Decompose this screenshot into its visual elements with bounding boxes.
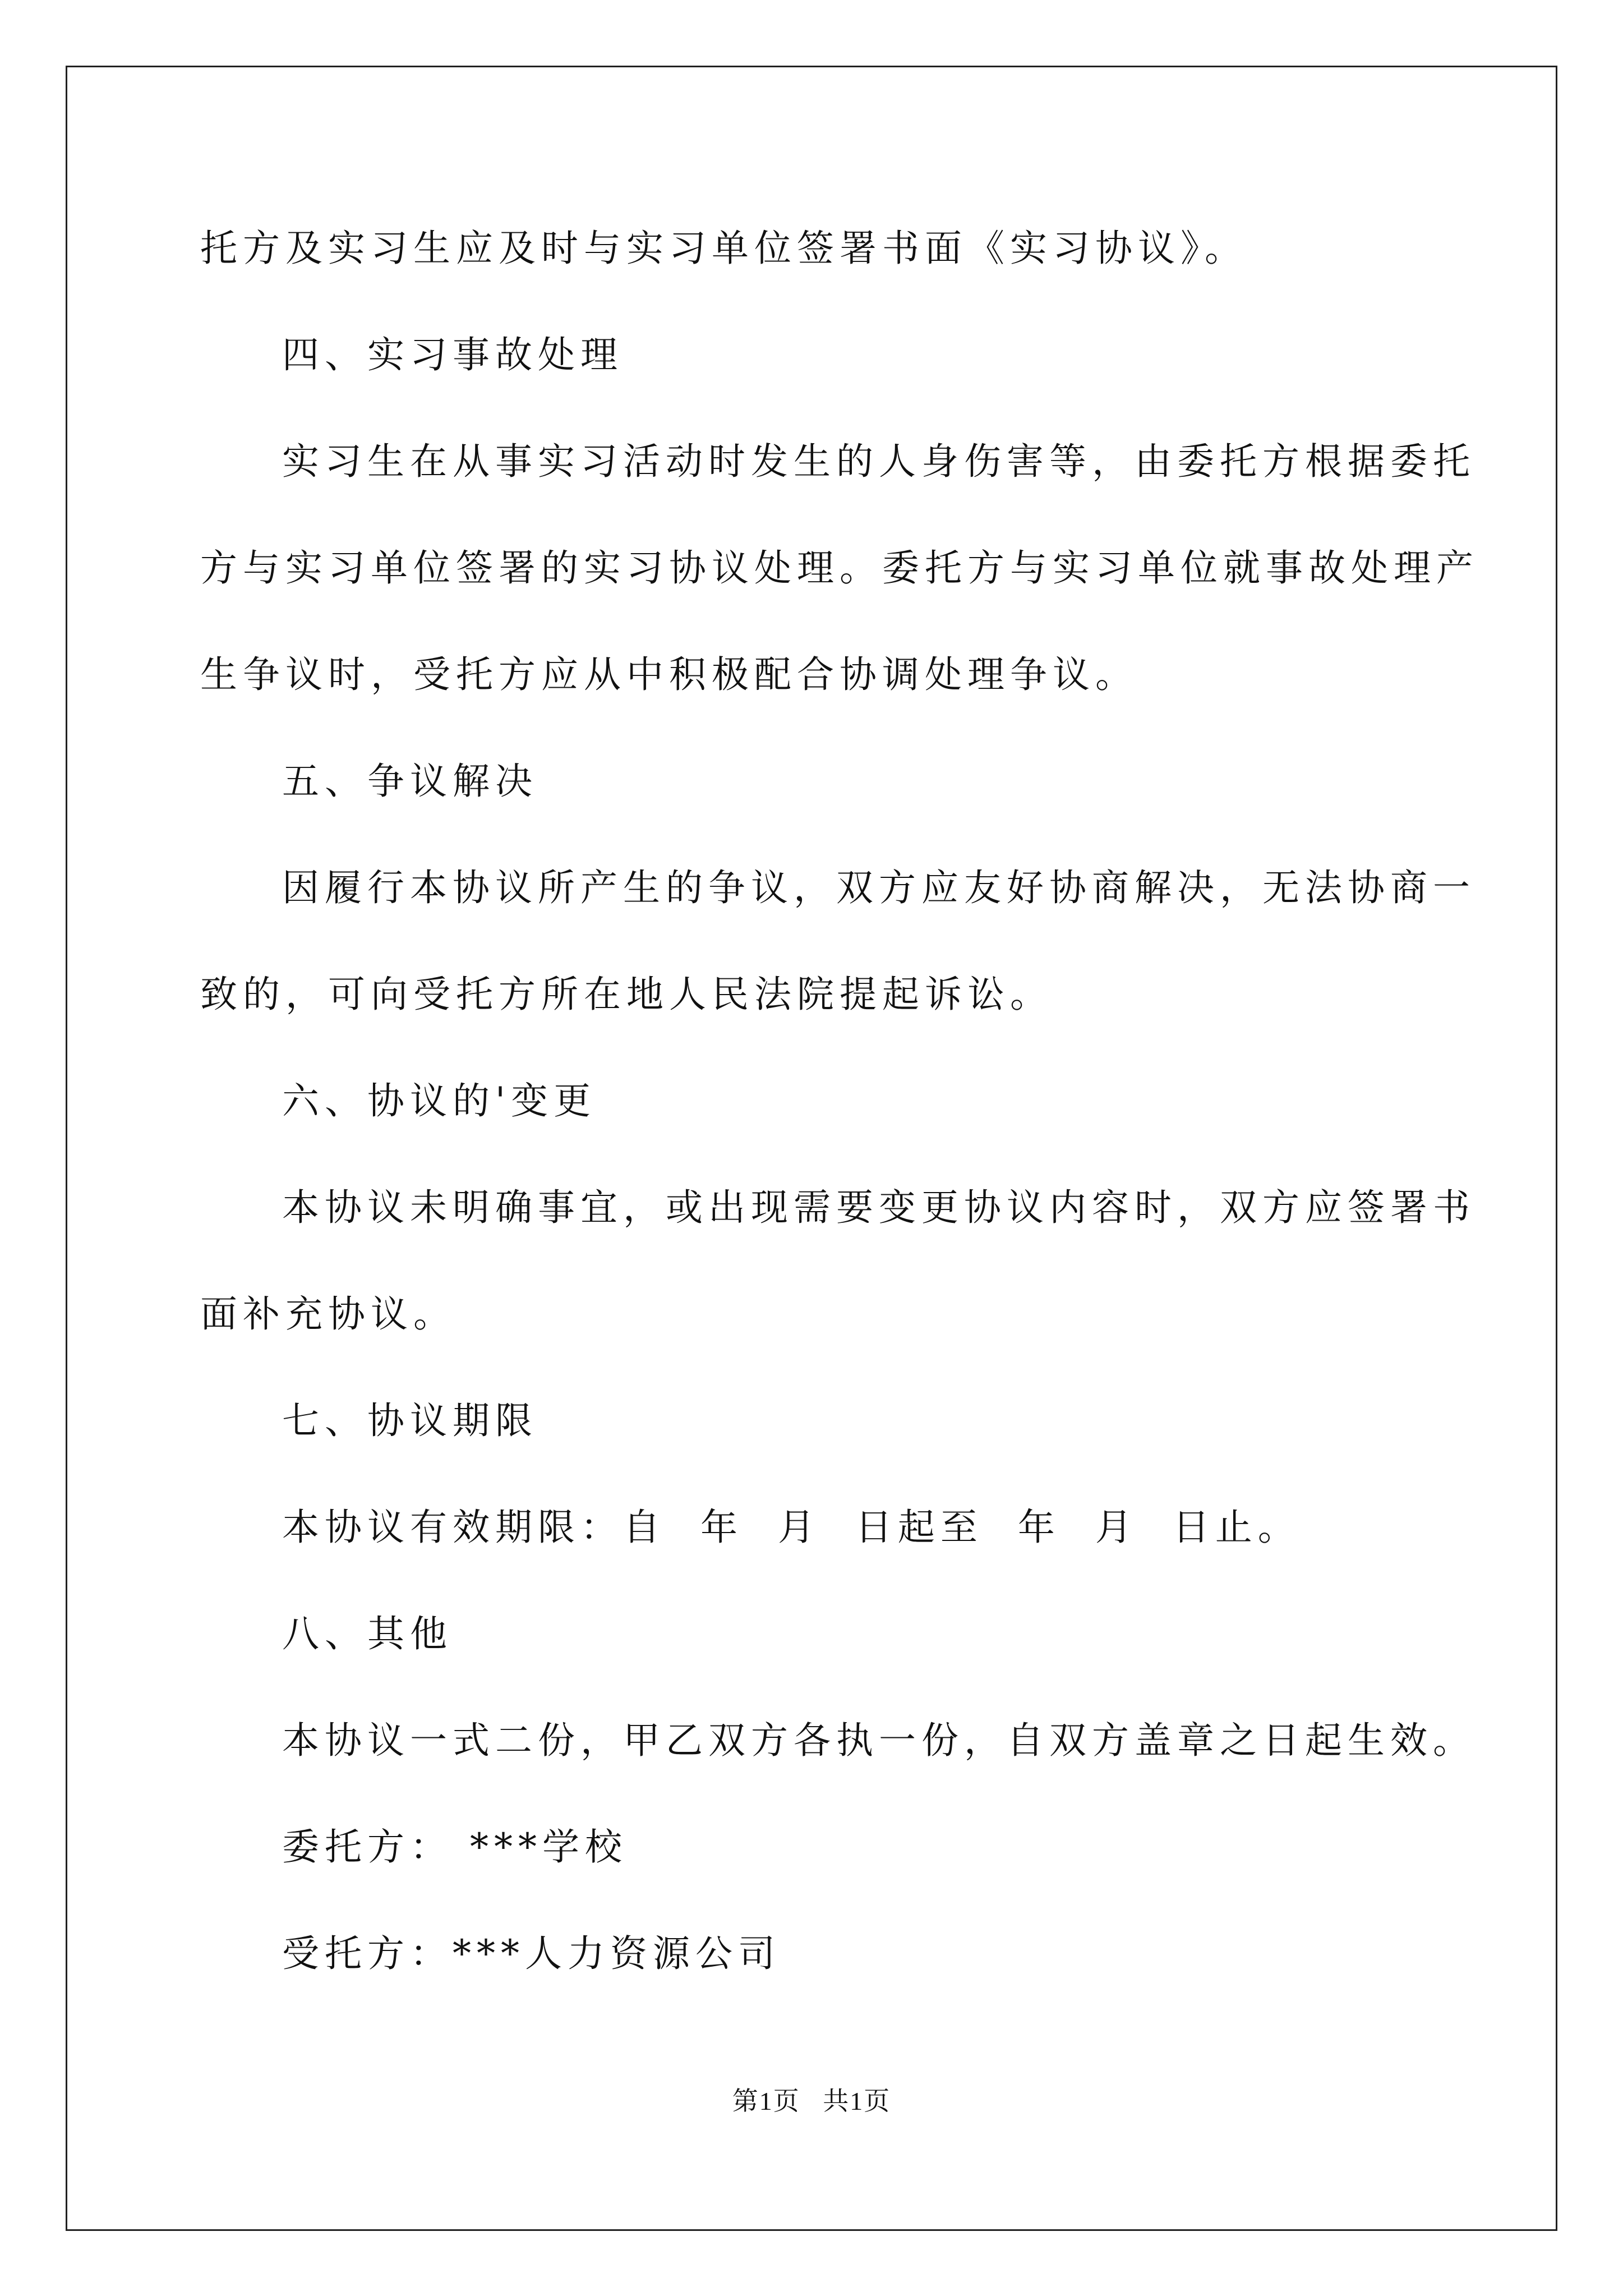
page-border [66, 66, 1557, 2231]
section-heading-other: 八、其他 [282, 1612, 453, 1655]
section-heading-change: 六、协议的'变更 [282, 1079, 597, 1122]
paragraph-line: 本协议未明确事宜，或出现需要变更协议内容时，双方应签署书 [282, 1186, 1476, 1229]
section-heading-term: 七、协议期限 [282, 1399, 538, 1442]
paragraph-line: 致的，可向受托方所在地人民法院提起诉讼。 [200, 973, 1053, 1016]
agent-signature-line: 受托方：***人力资源公司 [282, 1932, 781, 1975]
paragraph-line: 因履行本协议所产生的争议，双方应友好协商解决，无法协商一 [282, 866, 1476, 909]
paragraph-line: 面补充协议。 [200, 1292, 456, 1336]
principal-signature-line: 委托方： ***学校 [282, 1825, 628, 1869]
page-number-footer: 第1页 共1页 [732, 2087, 891, 2115]
paragraph-line: 本协议一式二份，甲乙双方各执一份，自双方盖章之日起生效。 [282, 1719, 1476, 1762]
paragraph-line: 托方及实习生应及时与实习单位签署书面《实习协议》。 [200, 227, 1247, 270]
paragraph-line: 实习生在从事实习活动时发生的人身伤害等，由委托方根据委托 [282, 440, 1476, 483]
section-heading-dispute: 五、争议解决 [282, 760, 538, 803]
paragraph-line: 方与实习单位签署的实习协议处理。委托方与实习单位就事故处理产 [200, 546, 1479, 590]
paragraph-line: 生争议时，受托方应从中积极配合协调处理争议。 [200, 653, 1138, 696]
section-heading-accident: 四、实习事故处理 [282, 333, 623, 376]
paragraph-line: 本协议有效期限：自 年 月 日起至 年 月 日止。 [282, 1506, 1301, 1549]
